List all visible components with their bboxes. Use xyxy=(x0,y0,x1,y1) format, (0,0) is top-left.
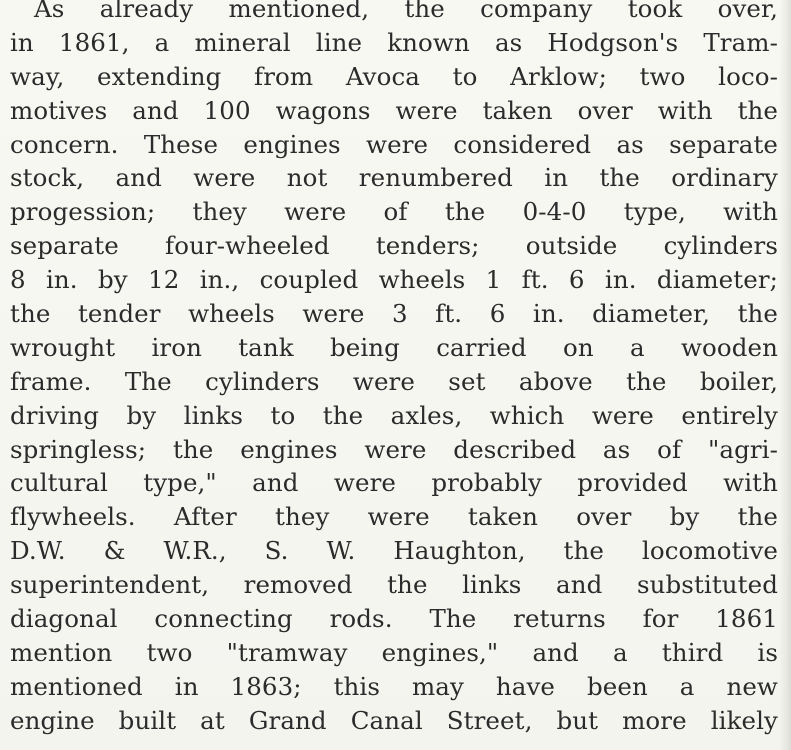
text-line: separate four-wheeled tenders; outside cylinders xyxy=(10,231,778,261)
text-line: progession; they were of the 0-4-0 type, with xyxy=(10,197,778,227)
text-line: wrought iron tank being carried on a wooden xyxy=(10,332,778,362)
text-line: concern. These engines were considered as separate xyxy=(10,129,778,159)
text-line: frame. The cylinders were set above the boiler, xyxy=(10,366,778,396)
text-line: driving by links to the axles, which were entirely xyxy=(10,400,778,430)
page-edge-shadow xyxy=(779,0,791,750)
text-line: springless; the engines were described as of "agri- xyxy=(10,434,778,464)
text-line: diagonal connecting rods. The returns for 1861 xyxy=(10,604,778,634)
text-line: in 1861, a mineral line known as Hodgson's Tram- xyxy=(10,27,778,57)
text-line: 8 in. by 12 in., coupled wheels 1 ft. 6 in. diameter; xyxy=(10,265,778,295)
paragraph xyxy=(10,0,778,738)
text-line: superintendent, removed the links and substituted xyxy=(10,570,778,600)
text-line: engine built at Grand Canal Street, but more likely xyxy=(10,705,778,735)
text-line: As already mentioned, the company took over, xyxy=(34,0,778,23)
text-line: motives and 100 wagons were taken over with the xyxy=(10,95,778,125)
text-line: flywheels. After they were taken over by the xyxy=(10,502,778,532)
text-line: cultural type," and were probably provided with xyxy=(10,468,778,498)
text-line: D.W. & W.R., S. W. Haughton, the locomotive xyxy=(10,536,778,566)
text-line: the tender wheels were 3 ft. 6 in. diameter, the xyxy=(10,299,778,329)
text-line: stock, and were not renumbered in the ordinary xyxy=(10,163,778,193)
text-line: way, extending from Avoca to Arklow; two loco- xyxy=(10,61,778,91)
text-line: mention two "tramway engines," and a third is xyxy=(10,637,778,667)
text-line: mentioned in 1863; this may have been a new xyxy=(10,671,778,701)
